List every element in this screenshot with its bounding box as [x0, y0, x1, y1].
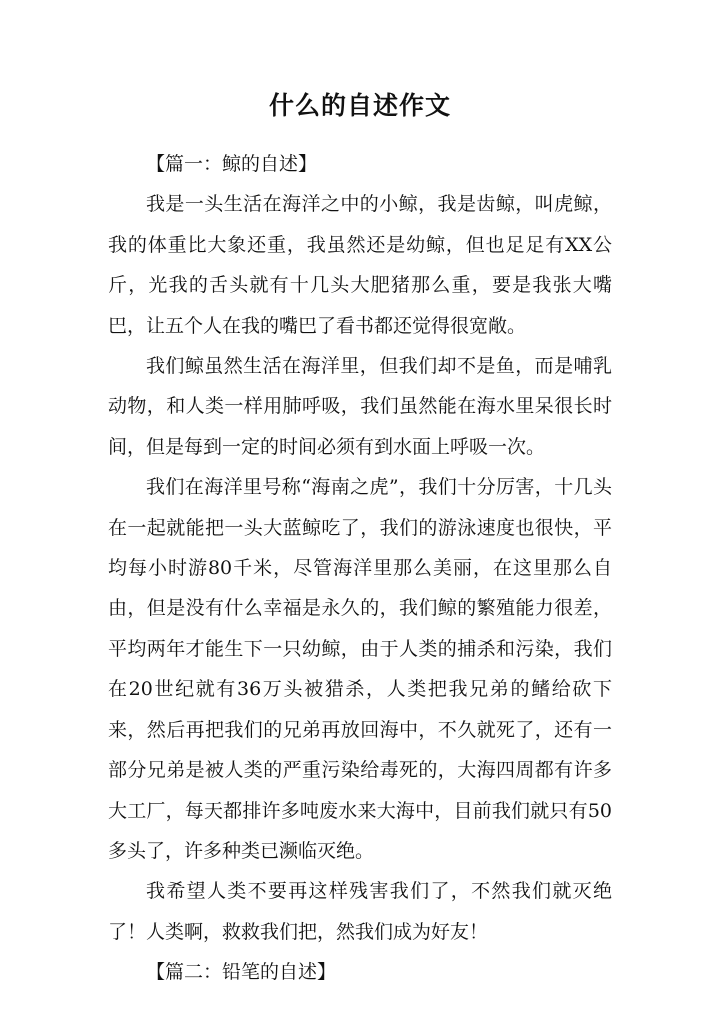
section-whale — [108, 144, 612, 952]
document-title: 什么的自述作文 — [268, 91, 451, 120]
section-pencil — [108, 952, 612, 992]
paragraph-1: 我是一头生活在海洋之中的小鲸，我是齿鲸，叫虎鲸，我的体重比大象还重，我虽然还是幼鲸，但也足足有XX公斤，光我的舌头就有十几头大肥猪那么重，要是我张大嘴巴，让五个人在我的嘴巴了看书都还觉得很宽敞。 — [108, 193, 612, 337]
paragraph-2: 我们鲸虽然生活在海洋里，但我们却不是鱼，而是哺乳动物，和人类一样用肺呼吸，我们虽然能在海水里呆很长时间，但是每到一定的时间必须有到水面上呼吸一次。 — [108, 355, 612, 458]
paragraph-4: 我希望人类不要再这样残害我们了，不然我们就灭绝了！人类啊，救救我们把，然我们成为好友！ — [108, 880, 612, 943]
paragraph-3: 我们在海洋里号称“海南之虎”，我们十分厉害，十几头在一起就能把一头大蓝鲸吃了，我们的游泳速度也很快，平均每小时游80千米，尽管海洋里那么美丽，在这里那么自由，但是没有什么幸福是永久的，我们鲸的繁殖能力很差，平均两年才能生下一只幼鲸，由于人类的捕杀和污染，我们在20世纪就有36万头被猎杀，人类把我兄弟的鳍给砍下来，然后再把我们的兄弟再放回海中，不久就死了，还有一部分兄弟是被人类的严重污染给毒死的，大海四周都有许多大工厂，每天都排许多吨废水来大海中，目前我们就只有50多头了，许多种类已濒临灭绝。 — [108, 476, 612, 862]
section-heading-whale: 【篇一：鲸的自述】 — [146, 153, 318, 175]
section-heading-pencil: 【篇二：铅笔的自述】 — [146, 961, 337, 984]
